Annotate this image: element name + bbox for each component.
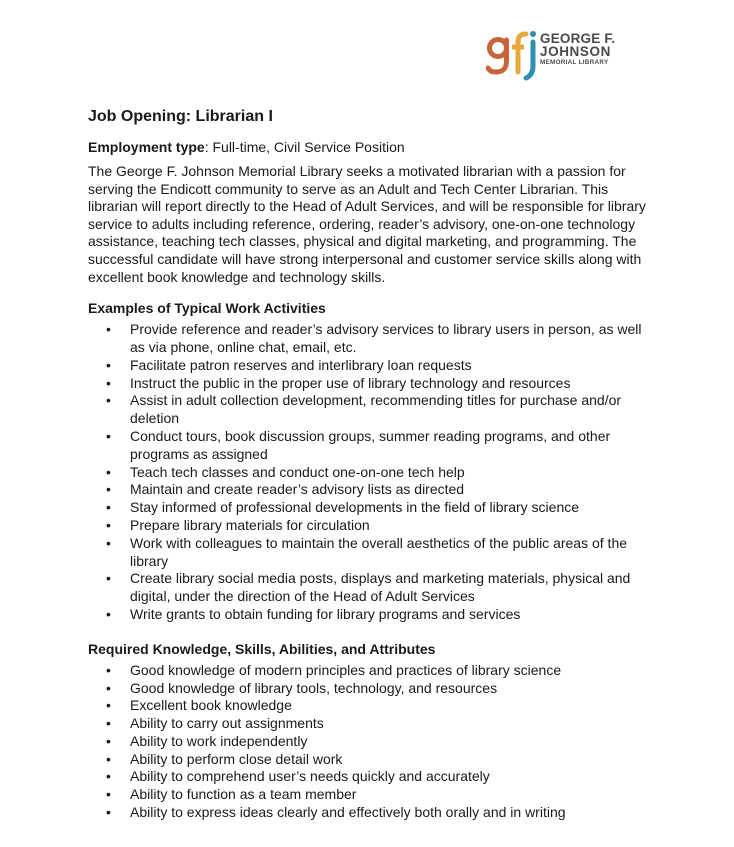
page-title: Job Opening: Librarian I	[88, 108, 273, 125]
list-item: • Ability to comprehend user’s needs quickly and accurately	[88, 768, 658, 786]
logo-wordmark	[540, 32, 615, 67]
list-item: • Ability to express ideas clearly and effectively both orally and in writing	[88, 804, 658, 822]
list-item: • Ability to work independently	[88, 733, 658, 751]
employment-type-label: Employment type	[88, 139, 205, 155]
logo-line2: JOHNSON	[540, 44, 611, 59]
activities-list	[88, 321, 658, 624]
list-item: • Create library social media posts, displays and marketing materials, physical and digital, under the direction of the Head of Adult Services	[88, 570, 658, 606]
employment-type	[88, 138, 658, 156]
list-item: • Ability to carry out assignments	[88, 715, 658, 733]
logo-line3: MEMORIAL LIBRARY	[540, 59, 609, 66]
section-spacer	[88, 624, 658, 640]
list-item: • Good knowledge of library tools, technology, and resources	[88, 680, 658, 698]
list-item: • Excellent book knowledge	[88, 697, 658, 715]
list-item: • Good knowledge of modern principles and practices of library science	[88, 662, 658, 680]
job-posting	[88, 107, 658, 822]
list-item: • Maintain and create reader’s advisory lists as directed	[88, 481, 658, 499]
list-item: • Write grants to obtain funding for library programs and services	[88, 606, 658, 624]
section-heading-activities: Examples of Typical Work Activities	[88, 300, 326, 317]
list-item: • Ability to perform close detail work	[88, 751, 658, 769]
list-item: • Work with colleagues to maintain the overall aesthetics of the public areas of the library	[88, 535, 658, 571]
list-item: • Teach tech classes and conduct one-on-one tech help	[88, 464, 658, 482]
logo-line1: GEORGE F.	[540, 31, 616, 46]
list-item: • Facilitate patron reserves and interlibrary loan requests	[88, 357, 658, 375]
library-logo	[486, 28, 636, 82]
intro-paragraph: The George F. Johnson Memorial Library seeks a motivated librarian with a passion for serving the Endicott community to serve as an Adult and Tech Center Librarian. This librarian will report directly to the Head of Adult Services, and will be responsible for library service to adults including reference, ordering, reader’s advisory, one-on-one technology assistance, teaching tech classes, physical and digital marketing, and programming. The successful candidate will have strong interpersonal and customer service skills along with excellent book knowledge and technology skills.	[88, 163, 646, 285]
list-item: • Assist in adult collection development, recommending titles for purchase and/or deletion	[88, 392, 658, 428]
list-item: • Ability to function as a team member	[88, 786, 658, 804]
list-item: • Instruct the public in the proper use of library technology and resources	[88, 375, 658, 393]
list-item: • Provide reference and reader’s advisory services to library users in person, as well as via phone, online chat, email, etc.	[88, 321, 658, 357]
gfj-logo-mark	[486, 28, 546, 82]
requirements-list	[88, 662, 658, 822]
list-item: • Prepare library materials for circulation	[88, 517, 658, 535]
list-item: • Conduct tours, book discussion groups, summer reading programs, and other programs as assigned	[88, 428, 658, 464]
employment-type-value: : Full-time, Civil Service Position	[204, 139, 405, 155]
section-heading-requirements: Required Knowledge, Skills, Abilities, and Attributes	[88, 640, 436, 657]
list-item: • Stay informed of professional developments in the field of library science	[88, 499, 658, 517]
